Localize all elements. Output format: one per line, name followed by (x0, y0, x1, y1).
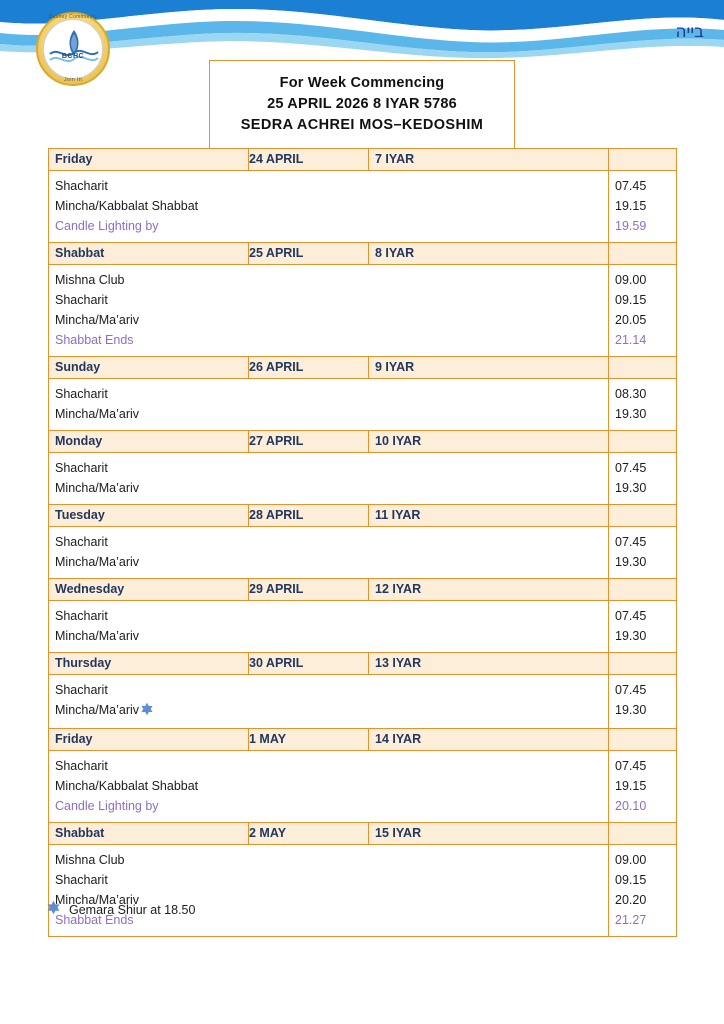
service-name: Mincha/Ma’ariv (55, 700, 608, 722)
service-names-cell (49, 265, 609, 357)
service-time: 19.30 (615, 407, 647, 421)
civil-date: 29 APRIL (249, 582, 304, 596)
service-names-cell (49, 601, 609, 653)
service-time: 21.14 (615, 333, 647, 347)
service-times-cell (609, 379, 677, 431)
service-name: Shacharit (55, 535, 108, 549)
service-time: 07.45 (615, 535, 647, 549)
service-name: Mincha/Kabbalat Shabbat (55, 199, 199, 213)
civil-date: 30 APRIL (249, 656, 304, 670)
service-time: 07.45 (615, 179, 647, 193)
service-name: Mincha/Ma’ariv (55, 481, 140, 495)
day-header-time-cell (609, 579, 677, 601)
service-name: Mincha/Ma’ariv (55, 555, 140, 569)
service-name: Shacharit (55, 461, 108, 475)
hebrew-date: 9 IYAR (375, 360, 415, 374)
service-names-cell (49, 171, 609, 243)
day-header-row (49, 729, 677, 751)
service-name: Mincha/Ma’ariv (55, 629, 140, 643)
services-row (49, 527, 677, 579)
service-time: 09.15 (615, 293, 647, 307)
civil-date: 24 APRIL (249, 152, 304, 166)
day-header-row (49, 653, 677, 675)
logo-top-text: Bushey Community (48, 14, 98, 20)
day-header-time-cell (609, 243, 677, 265)
service-time: 19.30 (615, 555, 647, 569)
service-name: Shacharit (55, 387, 108, 401)
day-header-row (49, 149, 677, 171)
service-time: 20.20 (615, 893, 647, 907)
service-time: 07.45 (615, 609, 647, 623)
service-names-cell (49, 675, 609, 729)
day-name: Shabbat (55, 246, 105, 260)
service-time: 19.30 (615, 629, 647, 643)
day-name: Sunday (55, 360, 101, 374)
service-time: 19.59 (615, 219, 647, 233)
logo-bottom-text: Join In (63, 77, 83, 83)
civil-date: 25 APRIL (249, 246, 304, 260)
service-time: 21.27 (615, 913, 647, 927)
organisation-logo (36, 12, 110, 86)
week-heading-box (209, 60, 515, 149)
service-times-cell (609, 675, 677, 729)
service-time: 09.00 (615, 273, 647, 287)
service-name: Candle Lighting by (55, 799, 159, 813)
hebrew-date: 13 IYAR (375, 656, 422, 670)
service-time: 19.30 (615, 481, 647, 495)
service-name: Mishna Club (55, 273, 125, 287)
services-row (49, 453, 677, 505)
day-header-row (49, 579, 677, 601)
service-times-cell (609, 601, 677, 653)
service-name: Shacharit (55, 609, 108, 623)
day-name: Friday (55, 732, 93, 746)
day-name: Shabbat (55, 826, 105, 840)
day-header-time-cell (609, 823, 677, 845)
service-time: 19.30 (615, 703, 647, 717)
service-times-cell (609, 265, 677, 357)
heading-line-2: 25 APRIL 2026 8 IYAR 5786 (267, 96, 457, 112)
star-of-david-icon (46, 900, 61, 920)
day-name: Friday (55, 152, 93, 166)
service-name: Mincha/Ma’ariv (55, 893, 140, 907)
service-names-cell (49, 453, 609, 505)
day-header-time-cell (609, 357, 677, 379)
service-names-cell (49, 751, 609, 823)
service-time: 07.45 (615, 683, 647, 697)
heading-line-3: SEDRA ACHREI MOS–KEDOSHIM (240, 117, 484, 133)
day-name: Thursday (55, 656, 112, 670)
service-name: Mincha/Kabbalat Shabbat (55, 779, 199, 793)
civil-date: 28 APRIL (249, 508, 304, 522)
hebrew-date: 11 IYAR (375, 508, 421, 522)
day-header-time-cell (609, 505, 677, 527)
day-header-time-cell (609, 149, 677, 171)
service-time: 09.00 (615, 853, 647, 867)
service-time: 19.15 (615, 779, 647, 793)
civil-date: 2 MAY (249, 826, 287, 840)
service-schedule-table (48, 148, 677, 937)
logo-emblem (43, 19, 103, 79)
service-name: Mincha/Ma’ariv (55, 313, 140, 327)
services-row (49, 675, 677, 729)
day-header-row (49, 823, 677, 845)
service-time: 19.15 (615, 199, 647, 213)
service-name: Shabbat Ends (55, 333, 134, 347)
service-time: 20.10 (615, 799, 647, 813)
service-name: Mishna Club (55, 853, 125, 867)
service-names-cell (49, 845, 609, 937)
hebrew-date: 8 IYAR (375, 246, 415, 260)
hebrew-date: 12 IYAR (375, 582, 422, 596)
service-name: Shabbat Ends (55, 913, 134, 927)
hebrew-date: 7 IYAR (375, 152, 415, 166)
services-row (49, 751, 677, 823)
services-row (49, 601, 677, 653)
service-names-cell (49, 379, 609, 431)
service-times-cell (609, 527, 677, 579)
services-row (49, 171, 677, 243)
service-time: 20.05 (615, 313, 647, 327)
service-names-cell (49, 527, 609, 579)
service-times-cell (609, 453, 677, 505)
footnote (46, 900, 195, 920)
service-times-cell (609, 751, 677, 823)
service-name: Candle Lighting by (55, 219, 159, 233)
service-name: Shacharit (55, 179, 108, 193)
civil-date: 26 APRIL (249, 360, 304, 374)
day-header-row (49, 431, 677, 453)
heading-line-1: For Week Commencing (279, 75, 445, 91)
service-name: Shacharit (55, 293, 108, 307)
logo-abbreviation: BCHC (61, 53, 85, 60)
hebrew-date: 15 IYAR (375, 826, 422, 840)
service-times-cell (609, 845, 677, 937)
service-name: Shacharit (55, 683, 108, 697)
service-time: 07.45 (615, 461, 647, 475)
hebrew-date: 10 IYAR (375, 434, 422, 448)
hebrew-date: 14 IYAR (375, 732, 422, 746)
footnote-text: Gemara Shiur at 18.50 (69, 903, 196, 917)
service-time: 07.45 (615, 759, 647, 773)
civil-date: 27 APRIL (249, 434, 304, 448)
service-times-cell (609, 171, 677, 243)
civil-date: 1 MAY (249, 732, 287, 746)
service-name: Mincha/Ma’ariv (55, 407, 140, 421)
day-header-row (49, 243, 677, 265)
day-header-time-cell (609, 653, 677, 675)
day-header-row (49, 357, 677, 379)
services-row (49, 265, 677, 357)
service-name: Shacharit (55, 873, 108, 887)
day-name: Monday (55, 434, 103, 448)
star-of-david-icon (140, 702, 154, 722)
service-time: 08.30 (615, 387, 647, 401)
day-header-row (49, 505, 677, 527)
day-name: Tuesday (55, 508, 105, 522)
service-time: 09.15 (615, 873, 647, 887)
services-row (49, 379, 677, 431)
day-header-time-cell (609, 431, 677, 453)
day-name: Wednesday (55, 582, 125, 596)
day-header-time-cell (609, 729, 677, 751)
hebrew-blessing: בייה (675, 22, 704, 42)
service-name: Shacharit (55, 759, 108, 773)
services-row (49, 845, 677, 937)
